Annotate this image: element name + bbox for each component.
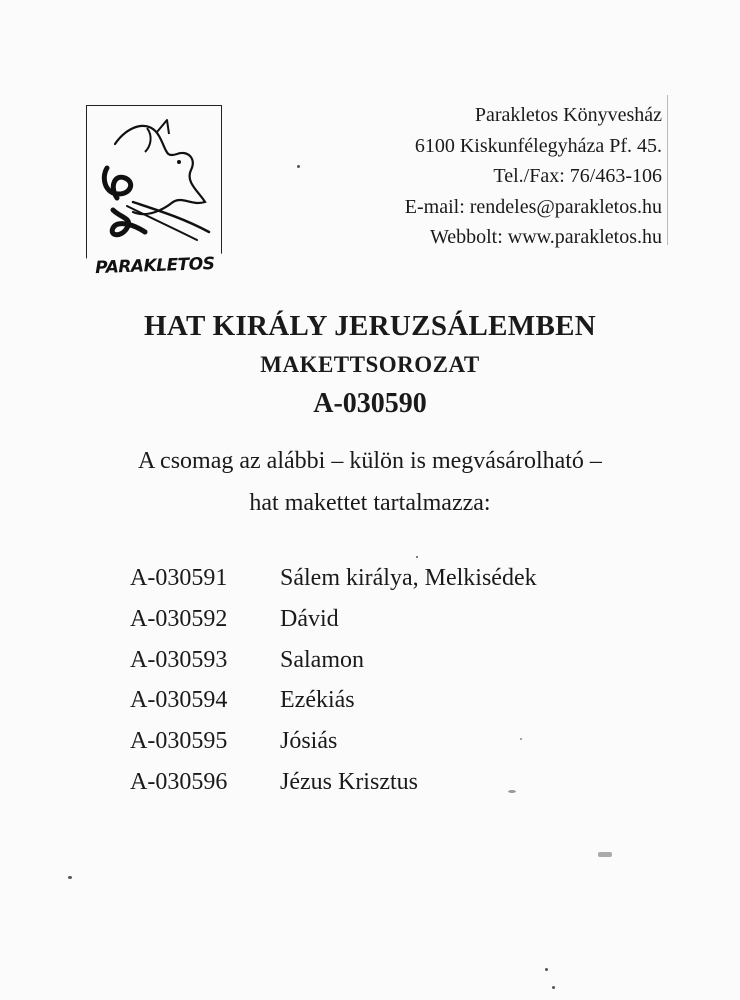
scan-speck — [508, 790, 516, 793]
item-code: A-030592 — [130, 605, 228, 632]
scan-speck — [598, 852, 612, 857]
item-name: Jézus Krisztus — [280, 768, 418, 795]
item-name: Sálem királya, Melkisédek — [280, 565, 537, 591]
item-code: A-030596 — [130, 768, 228, 795]
product-code: A-030590 — [313, 388, 427, 419]
scan-speck — [545, 968, 548, 971]
publisher-name: Parakletos Könyvesház — [474, 104, 662, 126]
scan-edge-mark — [667, 95, 668, 245]
item-code: A-030593 — [130, 646, 228, 673]
scan-speck — [552, 986, 555, 989]
list-item — [130, 565, 537, 606]
publisher-contact — [405, 100, 662, 253]
list-item — [130, 606, 537, 647]
item-list — [130, 565, 537, 810]
product-subtitle: MAKETTSOROZAT — [260, 352, 480, 377]
logo-wordmark: PARAKLETOS — [83, 253, 228, 288]
publisher-email: E-mail: rendeles@parakletos.hu — [404, 195, 662, 218]
intro-line-2: hat makettet tartalmazza: — [249, 490, 491, 516]
dove-pen-logo-icon — [87, 106, 223, 271]
list-item — [130, 728, 537, 769]
list-item — [130, 647, 537, 688]
publisher-address: 6100 Kiskunfélegyháza Pf. 45. — [414, 134, 662, 157]
intro-text — [0, 440, 740, 524]
item-code: A-030594 — [130, 687, 228, 714]
product-title: HAT KIRÁLY JERUZSÁLEMBEN — [144, 310, 596, 342]
item-code: A-030595 — [130, 728, 228, 755]
publisher-webshop: Webbolt: www.parakletos.hu — [429, 226, 662, 248]
item-name: Dávid — [280, 605, 339, 632]
item-name: Salamon — [280, 646, 364, 673]
item-name: Ezékiás — [280, 687, 355, 714]
publisher-phone: Tel./Fax: 76/463-106 — [493, 165, 662, 187]
scan-speck — [297, 165, 300, 168]
intro-line-1: A csomag az alábbi – külön is megvásárolható – — [138, 448, 602, 474]
item-code: A-030591 — [130, 565, 228, 591]
publisher-logo — [86, 105, 222, 279]
scan-speck — [416, 556, 418, 558]
list-item — [130, 687, 537, 728]
scan-speck — [68, 876, 72, 879]
list-item — [130, 769, 537, 810]
scan-speck — [520, 738, 522, 740]
item-name: Jósiás — [280, 728, 338, 755]
